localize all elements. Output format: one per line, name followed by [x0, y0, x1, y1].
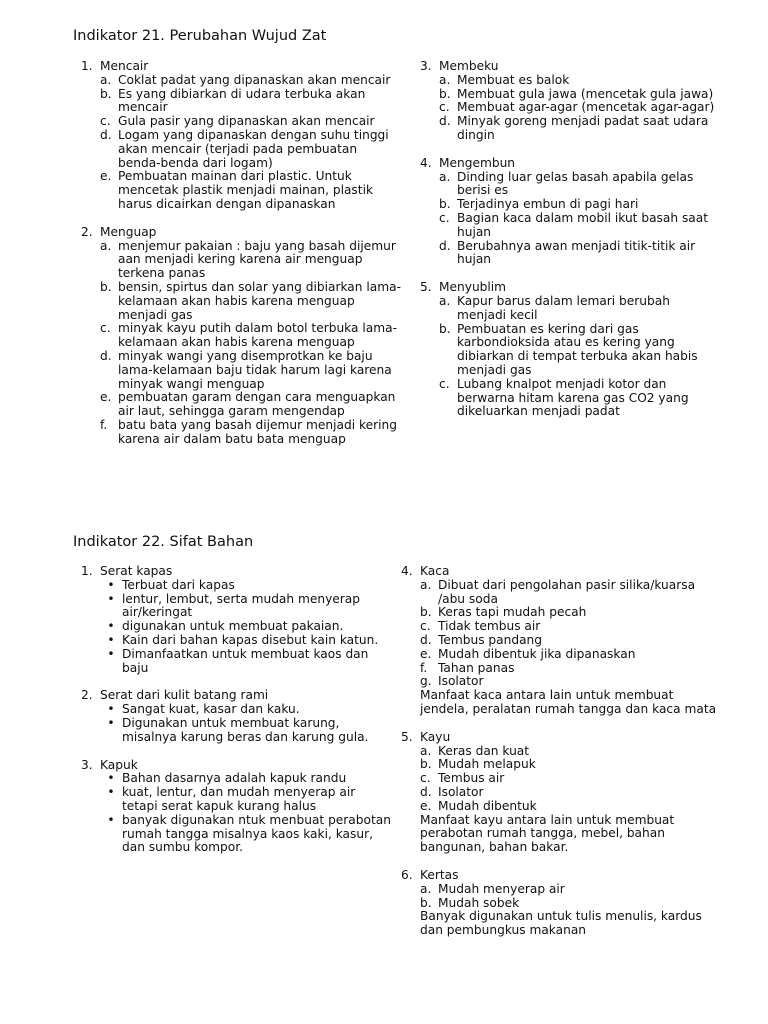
list-item	[100, 772, 391, 786]
item-text: Gula pasir yang dipanaskan akan mencair	[118, 114, 375, 129]
item-text: lentur, lembut, serta mudah menyerap air/keringat	[122, 591, 361, 620]
list-item	[420, 634, 721, 648]
item-letter: g.	[420, 674, 432, 689]
item-text: Mudah menyerap air	[438, 881, 565, 896]
item-letter: d.	[100, 127, 112, 142]
item-letter: a.	[420, 881, 432, 896]
item-letter: a.	[439, 72, 451, 87]
section-title: Serat dari kulit batang rami	[100, 688, 269, 703]
item-text: minyak kayu putih dalam botol terbuka lama-kelamaan akan habis karena menguap	[118, 321, 397, 350]
item-text: Kain dari bahan kapas disebut kain katun.	[122, 632, 379, 647]
item-text: Membuat es balok	[457, 72, 570, 87]
item-letter: b.	[420, 895, 432, 910]
list-section	[401, 731, 721, 855]
list-item	[100, 115, 403, 129]
section-title: Membeku	[439, 59, 499, 73]
bullet-marker: •	[107, 715, 115, 730]
item-letter: d.	[420, 784, 432, 799]
section-note: Banyak digunakan untuk tulis menulis, kardus dan pembungkus makanan	[420, 909, 702, 938]
list-item	[439, 74, 720, 88]
list-item	[100, 391, 403, 419]
item-text: Kapur barus dalam lemari berubah menjadi kecil	[457, 293, 670, 322]
list-item	[420, 620, 721, 634]
item-letter: c.	[100, 114, 111, 129]
item-text: Es yang dibiarkan di udara terbuka akan mencair	[118, 86, 366, 115]
item-letter: d.	[100, 348, 112, 363]
item-text: bensin, spirtus dan solar yang dibiarkan lama-kelamaan akan habis karena menguap menjadi gas	[118, 279, 401, 322]
list-item	[100, 88, 403, 116]
section-heading	[81, 565, 391, 579]
item-text: Dimanfaatkan untuk membuat kaos dan baju	[122, 646, 369, 675]
list-item	[100, 281, 403, 322]
list-item	[439, 198, 720, 212]
item-text: Tembus pandang	[438, 632, 543, 647]
section-title: Mencair	[100, 59, 149, 73]
item-letter: d.	[439, 238, 451, 253]
item-letter: b.	[439, 197, 451, 212]
item-text: Terjadinya embun di pagi hari	[457, 197, 639, 212]
list-item	[439, 323, 720, 378]
list-item	[100, 129, 403, 170]
section-note: Manfaat kaca antara lain untuk membuat jendela, peralatan rumah tangga dan kaca mata	[420, 688, 717, 716]
list-item	[420, 897, 721, 911]
list-section	[81, 759, 391, 856]
section-title: Menyublim	[439, 280, 507, 295]
item-text: Bagian kaca dalam mobil ikut basah saat hujan	[457, 210, 709, 239]
item-text: Mudah dibentuk	[438, 798, 537, 813]
list-item	[100, 786, 391, 814]
list-item	[439, 115, 720, 143]
item-text: Dinding luar gelas basah apabila gelas berisi es	[457, 169, 694, 198]
list-section	[81, 689, 391, 744]
bullet-marker: •	[107, 702, 115, 717]
item-text: Dibuat dari pengolahan pasir silika/kuarsa /abu soda	[438, 577, 696, 606]
item-text: Lubang knalpot menjadi kotor dan berwarna hitam karena gas CO2 yang dikeluarkan menjadi padat	[457, 376, 689, 419]
indikator-22-title: Indikator 22. Sifat Bahan	[73, 534, 254, 550]
item-text: Mudah melapuk	[438, 757, 536, 772]
item-letter: f.	[420, 660, 428, 675]
section-heading	[81, 226, 403, 240]
item-letter: e.	[100, 169, 112, 184]
list-item	[100, 717, 391, 745]
list-item	[100, 170, 403, 211]
list-item	[439, 171, 720, 199]
section-title: Mengembun	[439, 155, 516, 170]
list-section	[420, 157, 720, 267]
list-item	[420, 579, 721, 607]
item-letter: e.	[420, 798, 432, 813]
item-text: kuat, lentur, dan mudah menyerap air tetapi serat kapuk kurang halus	[122, 785, 356, 813]
list-section	[420, 60, 720, 143]
item-letter: a.	[100, 238, 112, 253]
list-item	[420, 662, 721, 676]
bullet-marker: •	[107, 646, 115, 661]
item-letter: f.	[100, 417, 108, 432]
item-letter: c.	[100, 321, 111, 336]
item-text: Berubahnya awan menjadi titik-titik air hujan	[457, 238, 696, 267]
item-text: banyak digunakan ntuk menbuat perabotan rumah tangga misalnya kaos kaki, kasur, dan sumbu kompor.	[122, 812, 391, 855]
section-number: 1.	[81, 59, 93, 73]
indikator-21-left-column	[81, 60, 403, 461]
list-section	[81, 565, 391, 675]
bullet-marker: •	[107, 577, 115, 592]
list-section	[81, 60, 403, 212]
item-letter: b.	[420, 605, 432, 620]
item-text: Coklat padat yang dipanaskan akan mencair	[118, 72, 391, 87]
list-item	[100, 648, 391, 676]
section-heading	[420, 60, 720, 74]
item-text: Keras tapi mudah pecah	[438, 605, 587, 620]
item-text: menjemur pakaian : baju yang basah dijemur aan menjadi kering karena air menguap terkena panas	[118, 238, 396, 281]
item-letter: a.	[439, 293, 451, 308]
section-note: Manfaat kayu antara lain untuk membuat perabotan rumah tangga, mebel, bahan bangunan, bahan bakar.	[420, 812, 675, 855]
bullet-marker: •	[107, 591, 115, 606]
item-letter: c.	[420, 619, 431, 634]
section-number: 5.	[420, 280, 432, 295]
item-letter: a.	[420, 577, 432, 592]
bullet-marker: •	[107, 771, 115, 786]
item-text: Sangat kuat, kasar dan kaku.	[122, 702, 300, 717]
item-letter: a.	[420, 743, 432, 758]
item-letter: c.	[439, 376, 450, 391]
item-letter: b.	[100, 279, 112, 294]
item-text: Membuat agar-agar (mencetak agar-agar)	[457, 100, 715, 115]
list-section	[401, 565, 721, 717]
section-heading	[401, 565, 721, 579]
item-letter: d.	[420, 632, 432, 647]
section-heading	[420, 281, 720, 295]
item-text: Mudah dibentuk jika dipanaskan	[438, 646, 636, 661]
item-letter: b.	[439, 321, 451, 336]
item-text: digunakan untuk membuat pakaian.	[122, 619, 344, 634]
item-letter: c.	[439, 210, 450, 225]
item-text: Isolator	[438, 674, 484, 689]
list-item	[420, 606, 721, 620]
item-text: Tahan panas	[438, 660, 515, 675]
item-text: Logam yang dipanaskan dengan suhu tinggi akan mencair (terjadi pada pembuatan benda-benda dari logam)	[118, 127, 389, 170]
item-letter: e.	[420, 646, 432, 661]
item-letter: b.	[100, 86, 112, 101]
list-item	[100, 240, 403, 281]
list-item	[439, 88, 720, 102]
list-item	[100, 74, 403, 88]
section-number: 3.	[81, 757, 93, 772]
section-heading	[401, 731, 721, 745]
list-item	[420, 800, 721, 814]
list-item	[439, 212, 720, 240]
indikator-21-right-column	[420, 60, 720, 433]
list-section	[81, 226, 403, 447]
item-text: Mudah sobek	[438, 895, 520, 910]
item-text: pembuatan garam dengan cara menguapkan air laut, sehingga garam mengendap	[118, 390, 396, 419]
item-letter: d.	[439, 114, 451, 129]
item-text: Terbuat dari kapas	[122, 577, 235, 592]
section-number: 2.	[81, 224, 93, 239]
bullet-marker: •	[107, 632, 115, 647]
section-number: 2.	[81, 688, 93, 703]
item-letter: b.	[439, 86, 451, 101]
list-item	[100, 322, 403, 350]
indikator-22-right-column	[401, 565, 721, 952]
item-text: Keras dan kuat	[438, 743, 530, 758]
section-number: 5.	[401, 729, 413, 744]
bullet-marker: •	[107, 619, 115, 634]
list-item	[420, 745, 721, 759]
item-text: Tidak tembus air	[438, 619, 541, 634]
list-item	[100, 620, 391, 634]
section-number: 1.	[81, 564, 93, 578]
section-heading	[81, 689, 391, 703]
section-heading	[81, 60, 403, 74]
list-item	[100, 579, 391, 593]
section-title: Kertas	[420, 867, 459, 882]
item-text: Bahan dasarnya adalah kapuk randu	[122, 771, 347, 786]
section-number: 4.	[420, 155, 432, 170]
item-text: Tembus air	[438, 771, 505, 786]
list-item	[439, 101, 720, 115]
list-item	[100, 703, 391, 717]
list-item	[100, 350, 403, 391]
section-title: Serat kapas	[100, 564, 173, 578]
section-number: 3.	[420, 59, 432, 73]
item-text: Pembuatan mainan dari plastic. Untuk mencetak plastik menjadi mainan, plastik harus dicairkan dengan dipanaskan	[118, 169, 374, 211]
item-text: Pembuatan es kering dari gas karbondioksida atau es kering yang dibiarkan di tempat terbuka akan habis menjadi gas	[457, 321, 698, 377]
list-item	[420, 675, 721, 689]
item-text: Minyak goreng menjadi padat saat udara dingin	[457, 114, 709, 142]
item-text: Membuat gula jawa (mencetak gula jawa)	[457, 86, 714, 101]
item-text: batu bata yang basah dijemur menjadi kering karena air dalam batu bata menguap	[118, 417, 397, 446]
list-section	[420, 281, 720, 419]
indikator-22-left-column	[81, 565, 391, 869]
list-item	[420, 648, 721, 662]
bullet-marker: •	[107, 785, 115, 800]
list-item	[420, 758, 721, 772]
item-text: Isolator	[438, 784, 484, 799]
section-title: Kapuk	[100, 757, 138, 772]
list-item	[439, 378, 720, 419]
list-item	[420, 786, 721, 800]
section-heading	[420, 157, 720, 171]
section-number: 6.	[401, 867, 413, 882]
item-text: minyak wangi yang disemprotkan ke baju lama-kelamaan baju tidak harum lagi karena minyak wangi menguap	[118, 348, 392, 391]
item-text: Digunakan untuk membuat karung, misalnya karung beras dan karung gula.	[122, 715, 369, 744]
indikator-21-title: Indikator 21. Perubahan Wujud Zat	[73, 28, 327, 44]
item-letter: c.	[439, 100, 450, 115]
section-number: 4.	[401, 564, 413, 578]
list-item	[100, 634, 391, 648]
item-letter: e.	[100, 390, 112, 405]
section-title: Kayu	[420, 729, 451, 744]
item-letter: a.	[100, 72, 112, 87]
list-item	[100, 814, 391, 855]
list-item	[100, 419, 403, 447]
bullet-marker: •	[107, 812, 115, 827]
section-title: Menguap	[100, 224, 157, 239]
list-item	[420, 883, 721, 897]
list-item	[100, 593, 391, 621]
item-letter: c.	[420, 771, 431, 786]
section-heading	[401, 869, 721, 883]
list-section	[401, 869, 721, 938]
section-heading	[81, 759, 391, 773]
section-title: Kaca	[420, 564, 450, 578]
item-letter: a.	[439, 169, 451, 184]
list-item	[420, 772, 721, 786]
item-letter: b.	[420, 757, 432, 772]
list-item	[439, 295, 720, 323]
list-item	[439, 240, 720, 268]
